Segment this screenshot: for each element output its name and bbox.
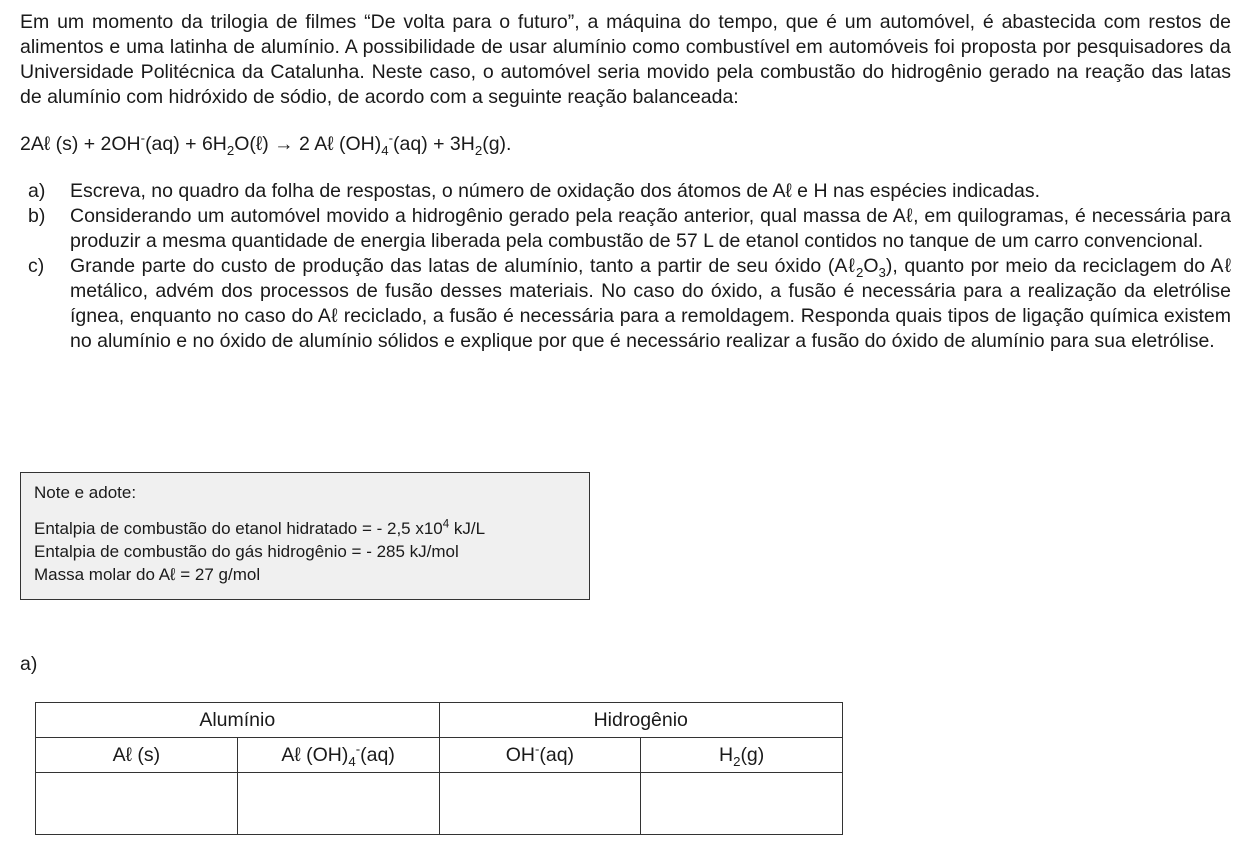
answer-row [36,773,843,835]
answer-cell-oh[interactable] [439,773,641,835]
table-group-row [36,703,843,738]
note-ethanol-enthalpy: Entalpia de combustão do etanol hidratado = - 2,5 $x10^4$ kJ/L [34,518,486,538]
answer-cell-h2[interactable] [641,773,843,835]
answer-cell-al-s[interactable] [36,773,238,835]
balanced-equation: 2Aℓ $(s) + 2OH^-(aq) + 6H_2O(\ell) \to 2$ Aℓ $(OH)_4^-(aq) + 3H_2(g)$. [20,130,512,158]
answer-cell-al-oh4[interactable] [237,773,439,835]
note-molar-mass: Massa molar do Aℓ = 27 g/mol [34,565,261,584]
group-header-hidrogenio: Hidrogênio [439,703,843,738]
question-item-b [20,204,1231,254]
group-header-aluminio: Alumínio [36,703,440,738]
column-header-h2: $H_2(g)$ [641,738,843,773]
answer-label: a) [20,653,38,675]
item-marker: b) [28,205,46,227]
question-items [20,179,1231,354]
column-header-oh: OH-(aq) [439,738,641,773]
question-intro: Em um momento da trilogia de filmes “De volta para o futuro”, a máquina do tempo, que é um automóvel, é abastecida com restos de alimentos e uma latinha de alumínio. A possibilidade de usar alumínio como combustível em automóveis foi proposta por pesquisadores da Universidade Politécnica da Catalunha. Neste caso, o automóvel seria movido pela combustão do hidrogênio gerado na reação das latas de alumínio com hidróxido de sódio, de acordo com a seguinte reação balanceada: [20,11,1231,108]
table-column-row [36,738,843,773]
note-title: Note e adote: [34,483,137,502]
item-marker: c) [28,255,45,277]
question-item-c [20,254,1231,354]
column-header-al-oh4: Aℓ $(OH)_4^-(aq)$ [237,738,439,773]
note-box [20,472,590,600]
question-page [20,10,1231,354]
question-item-a [20,179,1231,204]
note-hydrogen-enthalpy: Entalpia de combustão do gás hidrogênio = - 285 kJ/mol [34,542,459,561]
item-marker: a) [28,180,46,202]
answer-table [35,702,843,835]
column-header-al-s: Aℓ (s) [36,738,238,773]
item-text: Considerando um automóvel movido a hidrogênio gerado pela reação anterior, qual massa de Aℓ, em quilogramas, é necessária para produzir a mesma quantidade de energia liberada pela combustão de 57 L de etanol contidos no tanque de um carro convencional. [70,205,1231,252]
item-text: Escreva, no quadro da folha de respostas, o número de oxidação dos átomos de Aℓ e H nas espécies indicadas. [70,180,1040,202]
item-text: Grande parte do custo de produção das latas de alumínio, tanto a partir de seu óxido $(A\ell_2O_3)$, quanto por meio da reciclagem do Aℓ metálico, advém dos processos de fusão desses materiais. No caso do óxido, a fusão é necessária para a realização da eletrólise ígnea, enquanto no caso do Aℓ reciclado, a fusão é necessária para a remoldagem. Responda quais tipos de ligação química existem no alumínio e no óxido de alumínio sólidos e explique por que é necessário realizar a fusão do óxido de alumínio para sua eletrólise. [70,255,1232,352]
